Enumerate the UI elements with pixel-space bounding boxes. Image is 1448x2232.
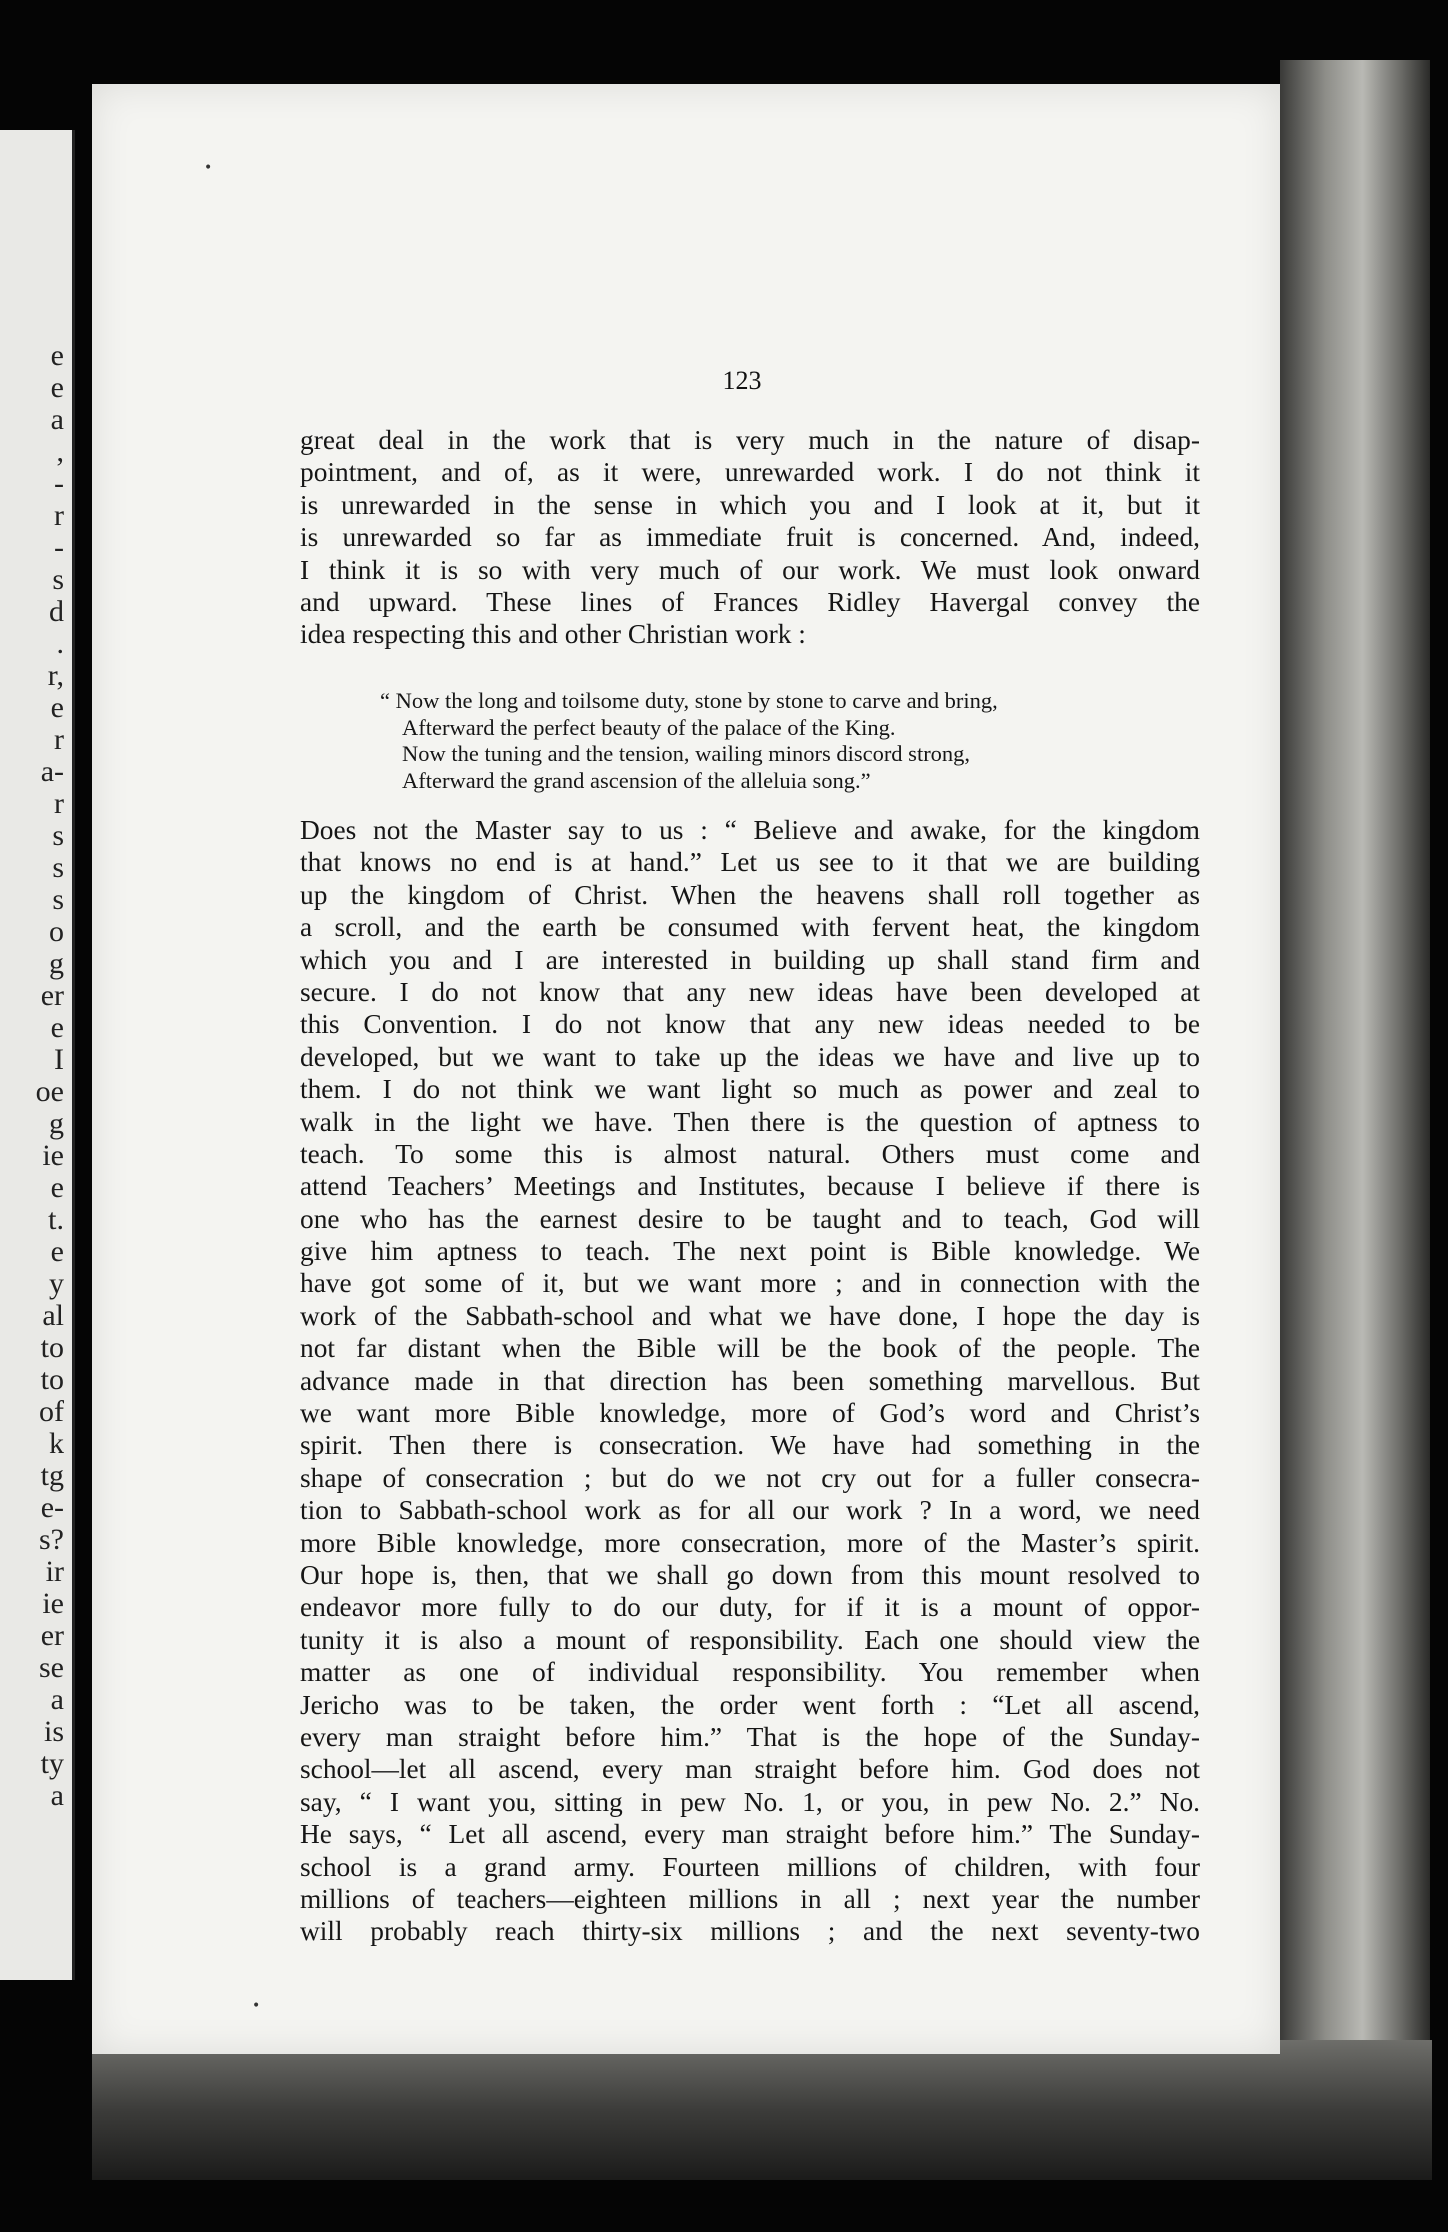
text-line: advance made in that direction has been something marvellous. But (300, 1365, 1200, 1396)
text-line: work of the Sabbath-school and what we have done, I hope the day is (300, 1300, 1200, 1331)
facing-page-fragment: e (50, 1011, 64, 1044)
quoted-poem (380, 688, 1160, 794)
facing-page-fragment: e (50, 1171, 64, 1204)
text-line: and upward. These lines of Frances Ridley Havergal convey the (300, 586, 1200, 617)
facing-page-fragment: al (42, 1299, 64, 1332)
text-line: attend Teachers’ Meetings and Institutes, because I believe if there is (300, 1171, 1200, 1202)
facing-page-fragment: I (54, 1043, 64, 1076)
facing-page-fragment: t. (48, 1203, 64, 1236)
page-bottom-shadow (92, 2040, 1432, 2180)
text-line: this Convention. I do not know that any new ideas needed to be (300, 1009, 1200, 1040)
facing-page-fragment: k (49, 1427, 64, 1460)
text-line: give him aptness to teach. The next point is Bible knowledge. We (300, 1236, 1200, 1267)
text-line: them. I do not think we want light so much as power and zeal to (300, 1074, 1200, 1105)
facing-page-fragment: s (52, 883, 64, 916)
facing-page-fragment: s? (39, 1523, 64, 1556)
text-line: one who has the earnest desire to be taught and to teach, God will (300, 1203, 1200, 1234)
text-line: that knows no end is at hand.” Let us see to it that we are building (300, 847, 1200, 878)
facing-page-fragment: - (54, 467, 64, 500)
text-line: endeavor more fully to do our duty, for if it is a mount of oppor- (300, 1592, 1200, 1623)
text-line: every man straight before him.” That is the hope of the Sunday- (300, 1721, 1200, 1752)
facing-page-fragment: a (50, 1683, 64, 1716)
facing-page-fragment: e (50, 691, 64, 724)
facing-page-fragment: er (40, 1619, 64, 1652)
facing-page-fragment: ir (45, 1555, 64, 1588)
facing-page-fragment: s (52, 851, 64, 884)
text-line: tunity it is also a mount of responsibility. Each one should view the (300, 1624, 1200, 1655)
facing-page-fragment: g (49, 947, 64, 980)
facing-page-fragment: to (40, 1331, 64, 1364)
poem-line: Afterward the perfect beauty of the palace of the King. (402, 714, 896, 740)
facing-page-fragment: r (54, 723, 64, 756)
text-line: Our hope is, then, that we shall go down from this mount resolved to (300, 1559, 1200, 1590)
facing-page-fragment: r, (47, 659, 64, 692)
text-line: pointment, and of, as it were, unrewarded work. I do not think it (300, 457, 1200, 488)
text-line: which you and I are interested in building up shall stand firm and (300, 944, 1200, 975)
text-line: I think it is so with very much of our work. We must look onward (300, 554, 1200, 585)
text-line: tion to Sabbath-school work as for all our work ? In a word, we need (300, 1495, 1200, 1526)
facing-page-fragment: o (49, 915, 64, 948)
text-line: say, “ I want you, sitting in pew No. 1, or you, in pew No. 2.” No. (300, 1786, 1200, 1817)
text-line: developed, but we want to take up the ideas we have and live up to (300, 1041, 1200, 1072)
facing-page-fragment: e- (40, 1491, 64, 1524)
facing-page-fragment: y (49, 1267, 64, 1300)
facing-page-fragment: to (40, 1363, 64, 1396)
text-line: up the kingdom of Christ. When the heavens shall roll together as (300, 879, 1200, 910)
facing-page-fragment: ie (42, 1139, 64, 1172)
facing-page-fragment: , (56, 435, 64, 468)
text-line: school is a grand army. Fourteen millions of children, with four (300, 1851, 1200, 1882)
facing-page-fragment: d (49, 595, 64, 628)
facing-page-fragment: ie (42, 1587, 64, 1620)
text-line: more Bible knowledge, more consecration, more of the Master’s spirit. (300, 1527, 1200, 1558)
facing-page-fragment: er (40, 979, 64, 1012)
text-line: Does not the Master say to us : “ Believe and awake, for the kingdom (300, 815, 1200, 845)
text-line: He says, “ Let all ascend, every man straight before him.” The Sunday- (300, 1819, 1200, 1850)
scan-speck: • (252, 1998, 261, 2014)
facing-page-fragment: . (56, 627, 64, 660)
body-paragraph (300, 814, 1200, 1948)
facing-page-fragment: s (52, 563, 64, 596)
text-line: is unrewarded so far as immediate fruit is concerned. And, indeed, (300, 522, 1200, 553)
facing-page-text-fragments (0, 340, 72, 1812)
text-line: great deal in the work that is very much in the nature of disap- (300, 425, 1200, 455)
poem-line: Now the tuning and the tension, wailing minors discord strong, (402, 741, 971, 766)
facing-page-fragment: a (50, 403, 64, 436)
poem-line: “ Now the long and toilsome duty, stone by stone to carve and bring, (380, 688, 998, 713)
text-line: spirit. Then there is consecration. We have had something in the (300, 1430, 1200, 1461)
text-line: Jericho was to be taken, the order went forth : “Let all ascend, (300, 1689, 1200, 1720)
text-line: idea respecting this and other Christian work : (300, 619, 806, 650)
facing-page-edge (0, 130, 75, 1980)
facing-page-fragment: tg (40, 1459, 64, 1492)
facing-page-fragment: ty (40, 1747, 64, 1780)
facing-page-fragment: se (39, 1651, 64, 1684)
facing-page-fragment: is (43, 1715, 64, 1748)
scan-speck: • (204, 160, 213, 176)
text-line: not far distant when the Bible will be the book of the people. The (300, 1333, 1200, 1364)
facing-page-fragment: r (54, 499, 64, 532)
facing-page-fragment: a- (40, 755, 64, 788)
facing-page-fragment: r (54, 787, 64, 820)
text-line: walk in the light we have. Then there is the question of aptness to (300, 1106, 1200, 1137)
facing-page-fragment: s (52, 819, 64, 852)
text-line: secure. I do not know that any new ideas have been developed at (300, 976, 1200, 1007)
text-line: is unrewarded in the sense in which you and I look at it, but it (300, 489, 1200, 520)
text-line: a scroll, and the earth be consumed with fervent heat, the kingdom (300, 912, 1200, 943)
facing-page-fragment: g (49, 1107, 64, 1140)
text-line: shape of consecration ; but do we not cry out for a fuller consecra- (300, 1462, 1200, 1493)
book-binding-edge (1280, 60, 1430, 2100)
facing-page-fragment: - (54, 531, 64, 564)
facing-page-fragment: e (50, 371, 64, 404)
poem-line: Afterward the grand ascension of the alleluia song.” (402, 767, 871, 793)
book-page (92, 84, 1280, 2054)
text-line: we want more Bible knowledge, more of God’s word and Christ’s (300, 1398, 1200, 1429)
facing-page-fragment: e (50, 1235, 64, 1268)
text-line: will probably reach thirty-six millions ; and the next seventy-two (300, 1916, 1200, 1947)
facing-page-fragment: e (50, 339, 64, 372)
text-line: teach. To some this is almost natural. Others must come and (300, 1138, 1200, 1169)
text-line: have got some of it, but we want more ; and in connection with the (300, 1268, 1200, 1299)
text-line: millions of teachers—eighteen millions in all ; next year the number (300, 1883, 1200, 1914)
intro-paragraph (300, 424, 1200, 651)
facing-page-fragment: a (50, 1779, 64, 1812)
facing-page-fragment: of (39, 1395, 64, 1428)
facing-page-fragment: oe (35, 1075, 64, 1108)
text-line: school—let all ascend, every man straight before him. God does not (300, 1754, 1200, 1785)
text-line: matter as one of individual responsibility. You remember when (300, 1657, 1200, 1688)
page-number: 123 (722, 366, 762, 395)
